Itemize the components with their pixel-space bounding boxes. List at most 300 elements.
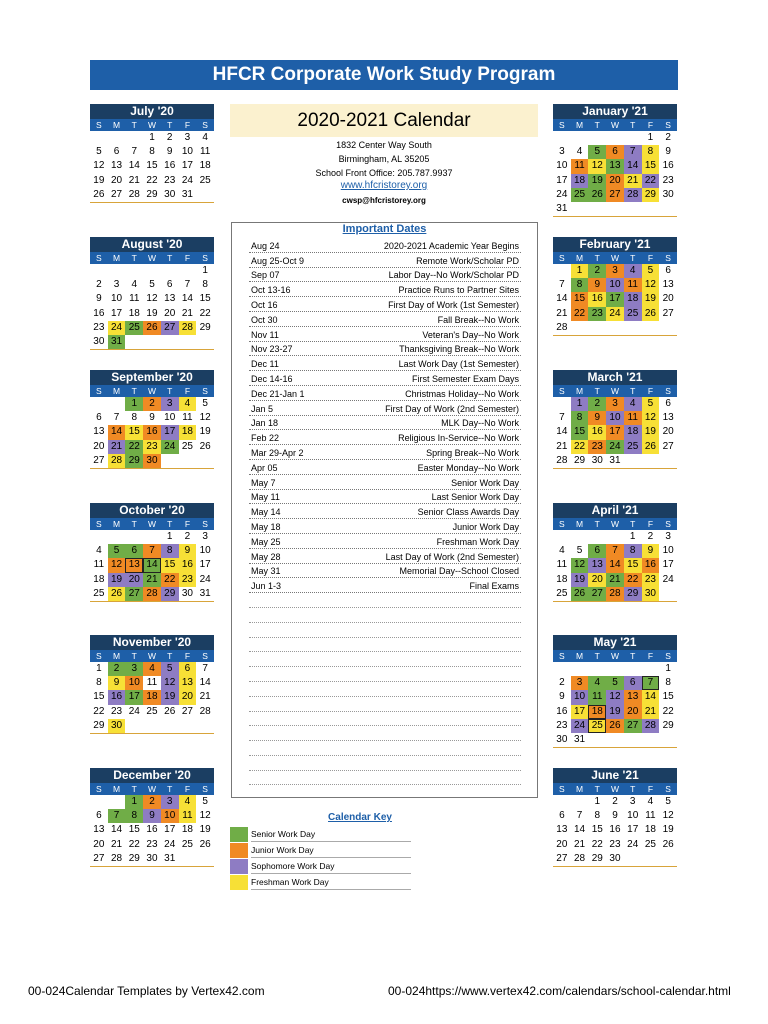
weekday-label: M <box>113 386 121 396</box>
empty-cell <box>571 202 589 216</box>
day-cell: 2 <box>96 279 102 291</box>
day-cell: 9 <box>179 544 197 558</box>
day-grid <box>90 530 214 602</box>
day-cell: 24 <box>606 307 624 321</box>
day-cell: 15 <box>128 824 140 836</box>
month-calendar <box>553 503 677 602</box>
event-date: May 11 <box>251 492 280 503</box>
day-cell: 4 <box>143 662 161 676</box>
day-cell: 13 <box>588 558 606 572</box>
day-cell: 6 <box>179 662 197 676</box>
event-date: Dec 11 <box>251 359 279 370</box>
weekday-label: T <box>630 386 636 396</box>
weekday-label: S <box>559 784 565 794</box>
day-cell: 17 <box>662 559 674 571</box>
day-cell: 4 <box>131 279 138 291</box>
day-cell: 27 <box>125 587 143 601</box>
empty-cell <box>179 264 197 278</box>
weekday-label: S <box>559 651 565 661</box>
key-label: Senior Work Day <box>251 827 411 842</box>
day-cell: 18 <box>128 307 140 319</box>
address-city: Birmingham, AL 35205 <box>338 154 430 164</box>
weekday-label: T <box>131 651 137 661</box>
day-cell: 5 <box>642 397 660 411</box>
day-cell: 3 <box>113 279 120 291</box>
empty-cell <box>143 530 161 544</box>
weekday-label: F <box>184 519 191 529</box>
day-cell: 18 <box>181 824 193 836</box>
day-cell: 10 <box>199 545 211 557</box>
day-cell: 19 <box>93 174 105 186</box>
day-cell: 24 <box>108 321 126 335</box>
day-cell: 22 <box>128 838 140 850</box>
important-date-row <box>249 430 521 445</box>
day-cell: 10 <box>606 411 624 425</box>
event-name: Spring Break--No Work <box>426 447 519 458</box>
important-date-row <box>249 401 521 416</box>
day-cell: 24 <box>128 705 140 717</box>
day-cell: 8 <box>594 810 601 822</box>
day-cell: 30 <box>662 188 674 200</box>
day-cell: 18 <box>93 573 105 585</box>
day-cell: 22 <box>624 573 642 587</box>
event-name: Senior Class Awards Day <box>417 507 519 518</box>
day-cell: 16 <box>179 558 197 572</box>
weekday-label: S <box>665 784 671 794</box>
day-cell: 1 <box>571 397 589 411</box>
event-date: Dec 21-Jan 1 <box>251 388 305 399</box>
day-cell: 19 <box>161 690 179 704</box>
weekday-label: T <box>131 519 137 529</box>
day-cell: 17 <box>125 690 143 704</box>
day-cell: 9 <box>166 146 173 158</box>
day-grid <box>553 264 677 336</box>
day-cell: 20 <box>662 426 674 438</box>
day-grid <box>553 530 677 602</box>
weekday-label: F <box>184 120 191 130</box>
day-cell: 10 <box>164 412 176 424</box>
day-cell: 10 <box>627 810 639 822</box>
month-title: November '20 <box>90 635 214 650</box>
month-title: October '20 <box>90 503 214 518</box>
day-cell: 13 <box>606 159 624 173</box>
day-cell: 14 <box>199 677 211 689</box>
day-cell: 24 <box>161 440 179 454</box>
weekday-label: W <box>610 253 619 263</box>
day-cell: 26 <box>164 705 176 717</box>
weekday-header <box>90 385 214 397</box>
day-cell: 20 <box>606 174 624 188</box>
day-cell: 27 <box>111 188 123 200</box>
day-cell: 20 <box>111 174 123 186</box>
important-date-row <box>249 578 521 593</box>
weekday-label: F <box>647 651 654 661</box>
day-cell: 28 <box>179 321 197 335</box>
day-cell: 19 <box>588 174 606 188</box>
day-cell: 29 <box>642 188 660 202</box>
day-cell: 9 <box>149 412 155 424</box>
day-cell: 6 <box>665 265 671 276</box>
day-cell: 16 <box>556 705 568 717</box>
calendar-key-title: Calendar Key <box>328 812 392 823</box>
day-cell: 26 <box>642 440 660 454</box>
day-cell: 29 <box>93 719 105 731</box>
day-cell: 12 <box>642 278 660 292</box>
day-cell: 31 <box>556 202 568 214</box>
day-cell: 1 <box>202 265 208 276</box>
day-cell: 10 <box>606 278 624 292</box>
day-cell: 6 <box>665 398 671 409</box>
empty-cell <box>90 131 108 145</box>
day-cell: 3 <box>184 132 191 143</box>
empty-cell <box>125 264 143 278</box>
day-cell: 7 <box>624 145 642 159</box>
weekday-label: T <box>167 784 173 794</box>
day-cell: 9 <box>665 146 671 158</box>
event-name: 2020-2021 Academic Year Begins <box>383 240 519 251</box>
empty-cell <box>624 662 642 676</box>
important-date-row <box>249 312 521 327</box>
event-name: Junior Work Day <box>452 521 519 532</box>
day-cell: 18 <box>143 690 161 704</box>
day-cell: 23 <box>588 440 606 454</box>
event-name: Final Exams <box>469 581 519 592</box>
empty-cell <box>642 852 660 866</box>
day-cell: 30 <box>146 852 158 864</box>
day-cell: 4 <box>624 264 642 278</box>
day-cell: 15 <box>624 558 642 572</box>
day-cell: 8 <box>624 544 642 558</box>
day-cell: 1 <box>125 397 143 411</box>
day-cell: 31 <box>164 852 176 864</box>
empty-cell <box>108 131 126 145</box>
day-cell: 22 <box>571 440 589 454</box>
event-date: Aug 25-Oct 9 <box>251 255 305 266</box>
weekday-label: T <box>167 253 173 263</box>
day-grid <box>553 662 677 748</box>
day-cell: 21 <box>108 440 126 454</box>
day-cell: 31 <box>108 335 126 349</box>
empty-cell <box>196 454 214 468</box>
day-cell: 3 <box>161 397 179 411</box>
day-cell: 17 <box>111 307 123 319</box>
empty-date-row <box>249 682 521 697</box>
weekday-label: S <box>559 120 565 130</box>
day-cell: 21 <box>199 691 211 703</box>
day-cell: 16 <box>143 425 161 439</box>
event-name: First Day of Work (1st Semester) <box>388 299 519 310</box>
day-cell: 11 <box>588 690 606 704</box>
important-date-row <box>249 445 521 460</box>
day-cell: 31 <box>199 587 211 599</box>
weekday-label: W <box>610 784 619 794</box>
day-cell: 2 <box>665 132 671 143</box>
month-calendar <box>90 503 214 602</box>
key-item <box>230 843 420 858</box>
day-cell: 22 <box>199 307 211 319</box>
event-date: Dec 14-16 <box>251 373 293 384</box>
day-cell: 28 <box>642 719 660 733</box>
day-cell: 29 <box>662 719 674 731</box>
event-name: Thanksgiving Break--No Work <box>399 344 519 355</box>
day-cell: 16 <box>662 160 674 172</box>
day-cell: 4 <box>179 795 197 809</box>
day-cell: 23 <box>609 838 621 850</box>
day-cell: 25 <box>644 838 656 850</box>
weekday-label: M <box>113 253 121 263</box>
day-grid <box>90 662 214 734</box>
empty-cell <box>571 530 589 544</box>
day-cell: 30 <box>93 335 105 347</box>
weekday-label: S <box>202 386 208 396</box>
important-date-row <box>249 534 521 549</box>
event-name: Veteran's Day--No Work <box>422 329 519 340</box>
weekday-label: S <box>96 519 102 529</box>
empty-cell <box>588 733 606 747</box>
day-cell: 9 <box>108 676 126 690</box>
weekday-label: W <box>147 253 156 263</box>
day-cell: 17 <box>571 705 589 719</box>
weekday-header <box>90 518 214 530</box>
weekday-header <box>90 119 214 131</box>
day-cell: 5 <box>606 676 624 690</box>
empty-cell <box>143 335 161 349</box>
day-cell: 9 <box>588 278 606 292</box>
weekday-label: S <box>559 519 565 529</box>
day-cell: 12 <box>606 690 624 704</box>
day-cell: 21 <box>143 573 161 587</box>
weekday-label: S <box>96 651 102 661</box>
weekday-label: T <box>594 386 600 396</box>
empty-cell <box>553 397 571 411</box>
event-name: First Day of Work (2nd Semester) <box>385 403 519 414</box>
weekday-label: W <box>147 784 156 794</box>
footer-left: 00-024Calendar Templates by Vertex42.com <box>28 984 265 998</box>
empty-cell <box>606 321 624 335</box>
day-cell: 20 <box>93 838 105 850</box>
day-cell: 21 <box>128 174 140 186</box>
empty-cell <box>571 662 589 676</box>
empty-cell <box>588 202 606 216</box>
weekday-label: S <box>96 784 102 794</box>
day-cell: 7 <box>642 676 660 690</box>
day-cell: 22 <box>93 705 105 717</box>
important-dates-list <box>249 238 521 785</box>
weekday-label: T <box>594 519 600 529</box>
day-cell: 11 <box>93 559 105 571</box>
day-cell: 4 <box>576 146 583 158</box>
day-cell: 2 <box>588 264 606 278</box>
empty-date-row <box>249 652 521 667</box>
day-cell: 13 <box>164 293 176 305</box>
weekday-label: W <box>610 651 619 661</box>
day-cell: 15 <box>125 425 143 439</box>
day-cell: 13 <box>662 279 674 291</box>
calendar-title: 2020-2021 Calendar <box>230 104 538 137</box>
day-cell: 26 <box>108 587 126 601</box>
day-cell: 18 <box>588 705 606 719</box>
day-cell: 2 <box>143 795 161 809</box>
day-cell: 7 <box>202 663 208 674</box>
day-cell: 26 <box>199 838 211 850</box>
day-cell: 13 <box>93 824 105 836</box>
important-date-row <box>249 253 521 268</box>
day-cell: 29 <box>591 852 603 864</box>
event-name: Last Day of Work (2nd Semester) <box>385 551 519 562</box>
day-cell: 13 <box>179 676 197 690</box>
empty-cell <box>179 852 197 866</box>
event-name: MLK Day--No Work <box>441 418 519 429</box>
month-title: December '20 <box>90 768 214 783</box>
weekday-label: W <box>610 386 619 396</box>
day-cell: 10 <box>181 146 193 158</box>
website-link[interactable]: www.hfcristorey.org <box>340 180 428 191</box>
day-cell: 2 <box>559 677 565 689</box>
day-cell: 27 <box>624 719 642 733</box>
event-name: Practice Runs to Partner Sites <box>398 285 519 296</box>
day-cell: 5 <box>108 544 126 558</box>
day-cell: 6 <box>166 279 173 291</box>
day-cell: 10 <box>662 545 674 557</box>
day-cell: 29 <box>146 188 158 200</box>
weekday-label: F <box>647 386 654 396</box>
weekday-label: S <box>202 253 208 263</box>
empty-cell <box>553 662 571 676</box>
day-cell: 3 <box>606 264 624 278</box>
day-cell: 24 <box>556 188 568 200</box>
day-cell: 22 <box>161 573 179 587</box>
weekday-label: T <box>131 253 137 263</box>
day-cell: 22 <box>125 440 143 454</box>
empty-date-row <box>249 697 521 712</box>
day-cell: 12 <box>108 558 126 572</box>
day-cell: 15 <box>662 691 674 703</box>
month-calendar <box>553 104 677 217</box>
page-title: HFCR Corporate Work Study Program <box>90 60 678 90</box>
weekday-label: M <box>576 519 584 529</box>
empty-cell <box>606 202 624 216</box>
address-phone: School Front Office: 205.787.9937 <box>315 168 453 178</box>
day-cell: 1 <box>125 795 143 809</box>
day-cell: 25 <box>588 719 606 733</box>
day-cell: 6 <box>559 810 565 822</box>
day-cell: 23 <box>179 573 197 587</box>
day-cell: 21 <box>606 573 624 587</box>
day-cell: 4 <box>202 132 208 143</box>
weekday-header <box>553 119 677 131</box>
day-cell: 11 <box>179 809 197 823</box>
event-date: Jun 1-3 <box>251 581 282 592</box>
event-date: May 14 <box>251 507 281 518</box>
empty-cell <box>606 662 624 676</box>
weekday-label: F <box>184 651 191 661</box>
day-cell: 10 <box>125 676 143 690</box>
event-date: Apr 05 <box>251 462 278 473</box>
empty-date-row <box>249 771 521 786</box>
weekday-label: W <box>147 120 156 130</box>
day-cell: 24 <box>571 719 589 733</box>
day-cell: 22 <box>146 174 158 186</box>
day-cell: 1 <box>166 531 173 542</box>
day-cell: 20 <box>624 705 642 719</box>
day-cell: 17 <box>627 824 639 836</box>
day-cell: 6 <box>624 676 642 690</box>
day-cell: 23 <box>588 307 606 321</box>
key-item <box>230 859 420 874</box>
day-cell: 8 <box>161 544 179 558</box>
weekday-label: S <box>202 519 208 529</box>
empty-cell <box>571 795 589 809</box>
month-title: March '21 <box>553 370 677 385</box>
day-cell: 24 <box>181 174 193 186</box>
day-cell: 25 <box>556 587 568 599</box>
important-date-row <box>249 268 521 283</box>
weekday-label: S <box>665 120 671 130</box>
event-date: Feb 22 <box>251 433 280 444</box>
empty-cell <box>659 321 677 335</box>
event-name: Fall Break--No Work <box>437 314 519 325</box>
day-cell: 6 <box>606 145 624 159</box>
month-title: June '21 <box>553 768 677 783</box>
day-cell: 15 <box>571 425 589 439</box>
day-cell: 19 <box>199 426 211 438</box>
event-name: Christmas Holiday--No Work <box>405 388 519 399</box>
weekday-label: T <box>630 253 636 263</box>
weekday-label: S <box>202 651 208 661</box>
day-cell: 16 <box>642 558 660 572</box>
event-date: Nov 23-27 <box>251 344 293 355</box>
day-cell: 18 <box>199 160 211 172</box>
day-cell: 29 <box>624 587 642 601</box>
day-cell: 10 <box>111 293 123 305</box>
empty-cell <box>161 719 179 733</box>
day-cell: 4 <box>624 397 642 411</box>
event-date: May 7 <box>251 477 276 488</box>
day-cell: 8 <box>149 146 155 158</box>
day-cell: 1 <box>594 796 601 807</box>
weekday-label: M <box>576 120 584 130</box>
event-date: Mar 29-Apr 2 <box>251 447 304 458</box>
day-grid <box>90 795 214 867</box>
day-cell: 24 <box>199 573 211 585</box>
weekday-label: T <box>630 651 636 661</box>
day-cell: 8 <box>665 677 671 689</box>
day-cell: 31 <box>574 733 586 745</box>
empty-cell <box>553 530 571 544</box>
empty-cell <box>90 795 108 809</box>
important-date-row <box>249 386 521 401</box>
day-cell: 22 <box>571 307 589 321</box>
weekday-label: M <box>113 784 121 794</box>
weekday-label: F <box>647 784 654 794</box>
day-cell: 14 <box>143 558 161 572</box>
day-cell: 24 <box>662 573 674 585</box>
weekday-label: T <box>594 784 600 794</box>
day-cell: 11 <box>624 411 642 425</box>
day-cell: 28 <box>556 454 568 466</box>
month-title: July '20 <box>90 104 214 119</box>
color-swatch <box>230 859 248 874</box>
day-cell: 15 <box>571 292 589 306</box>
weekday-label: M <box>576 253 584 263</box>
month-calendar <box>553 237 677 336</box>
day-cell: 26 <box>199 440 211 452</box>
day-cell: 15 <box>161 558 179 572</box>
event-date: Aug 24 <box>251 240 280 251</box>
day-cell: 18 <box>624 425 642 439</box>
weekday-label: T <box>131 386 137 396</box>
day-cell: 4 <box>559 545 565 557</box>
